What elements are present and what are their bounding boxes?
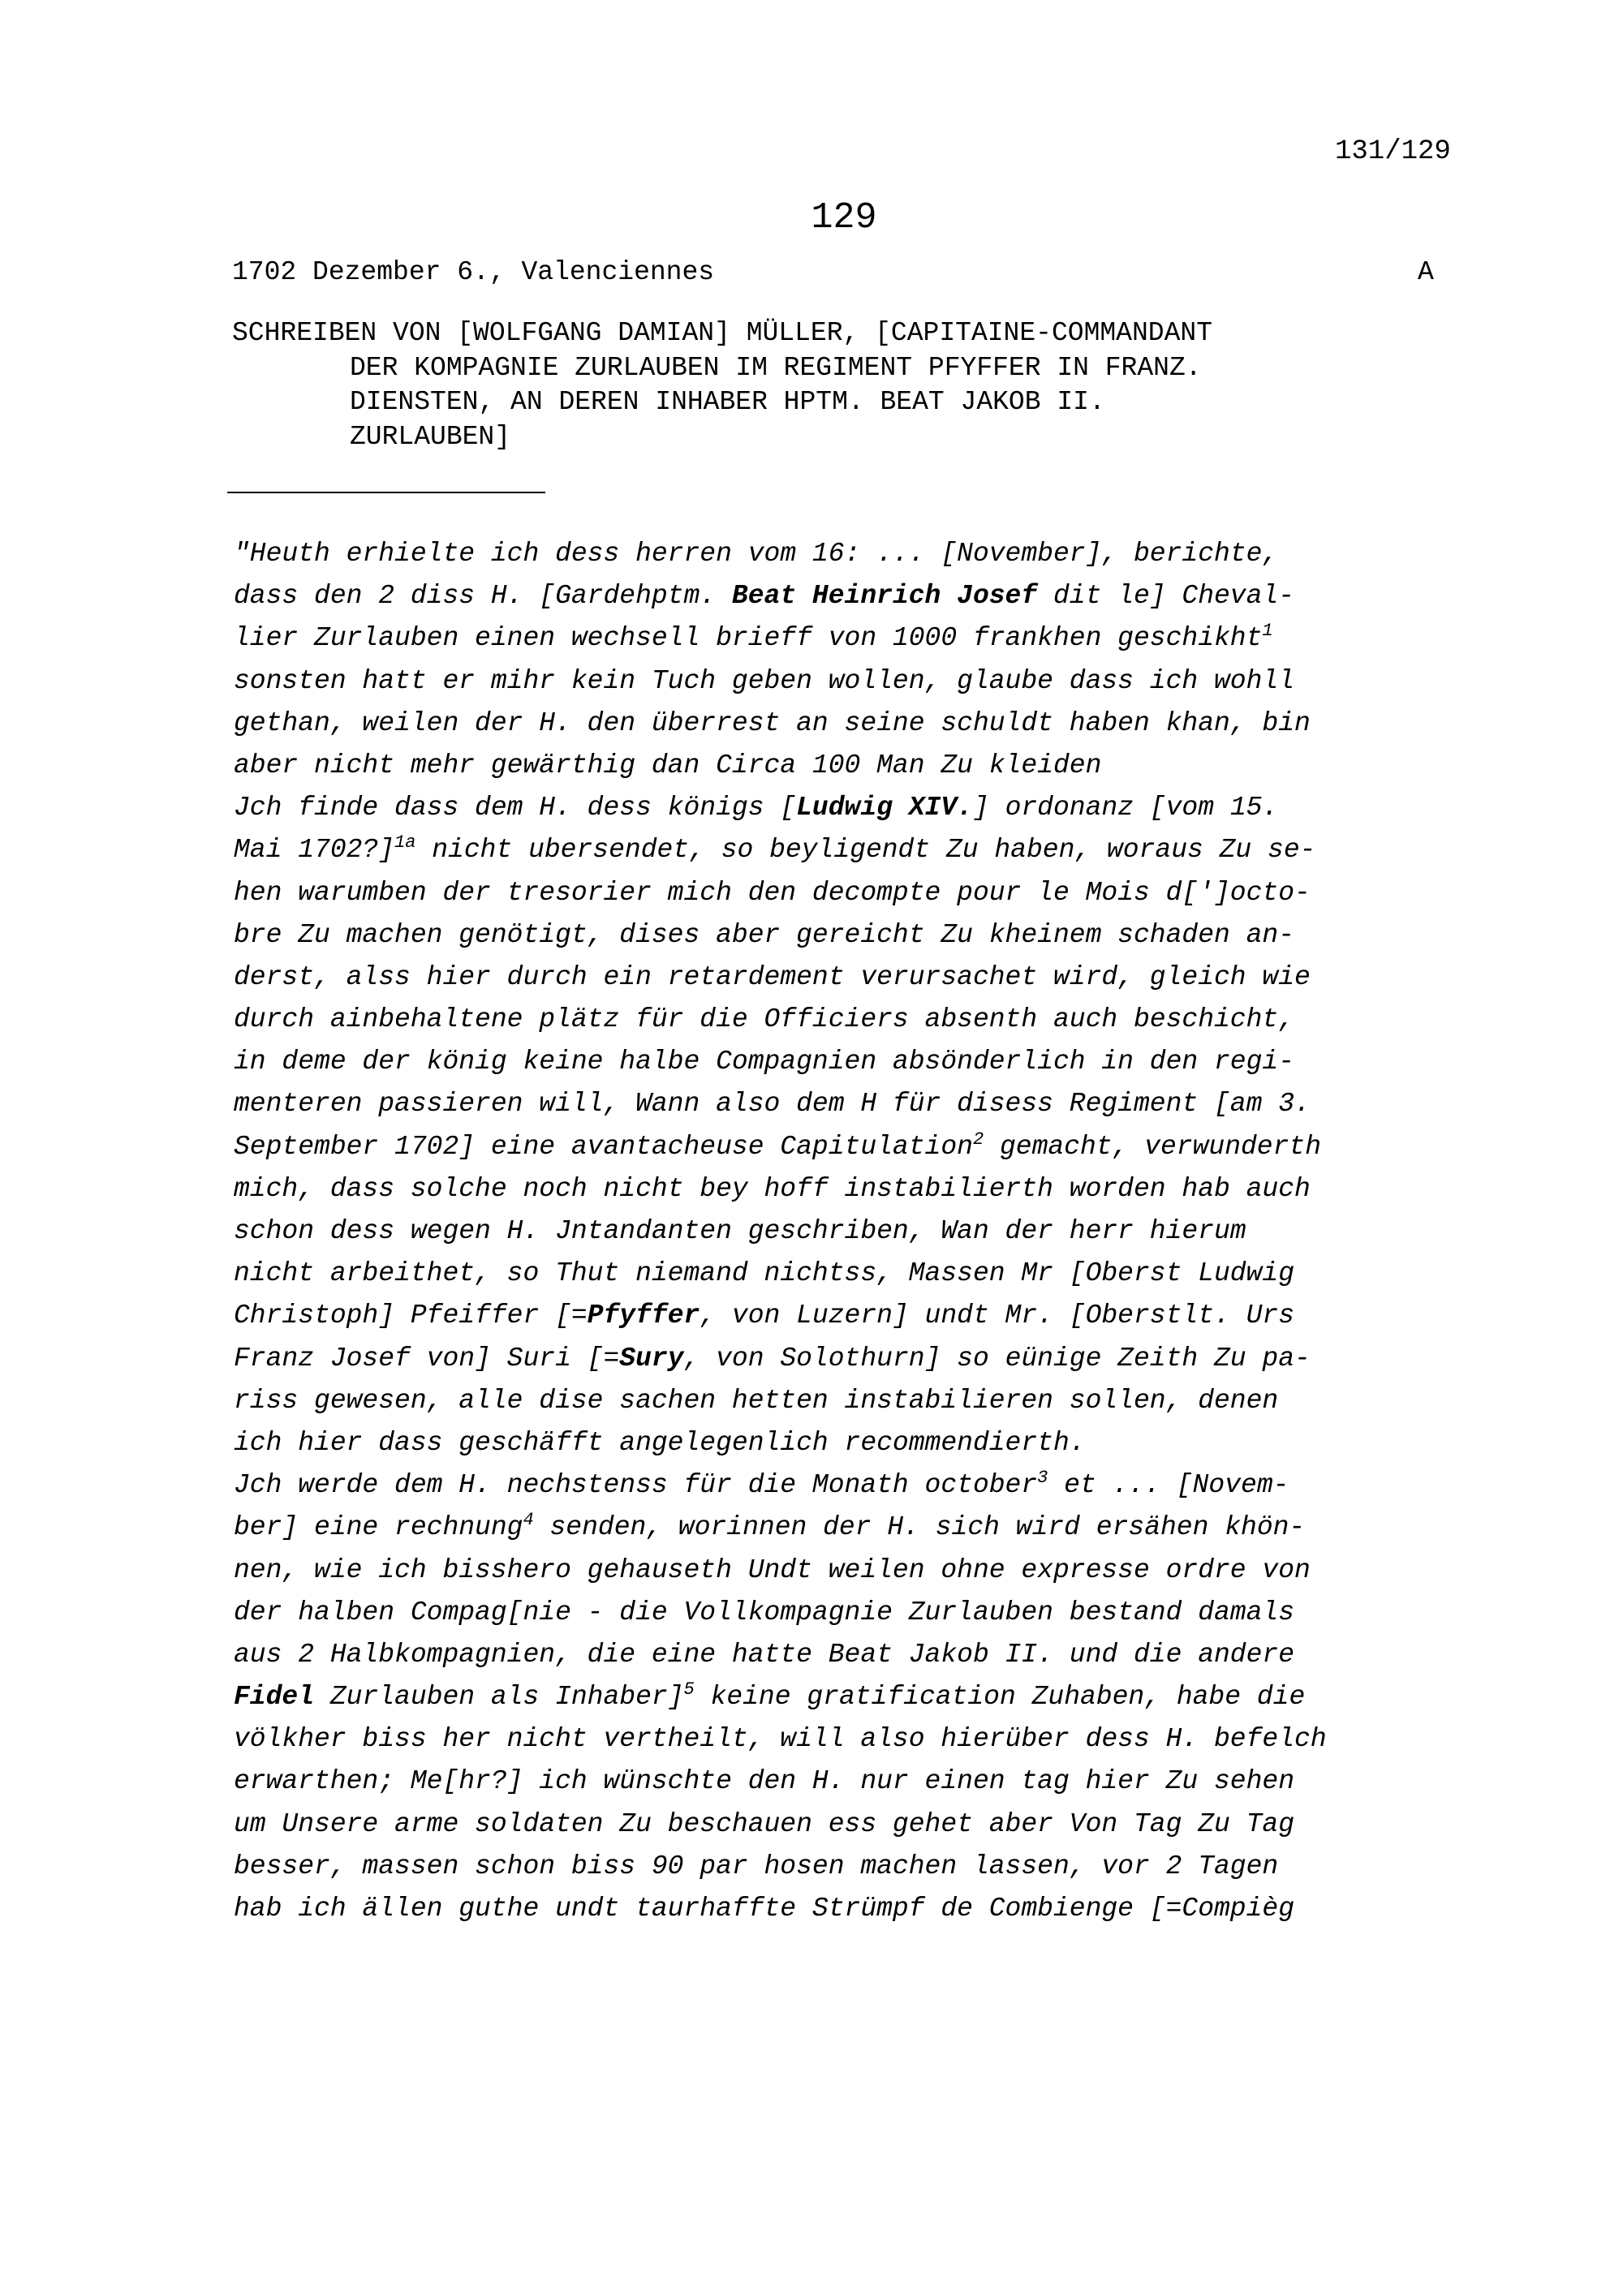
text-line: völkher biss her nicht vertheilt, will also hierüber dess H. befelch [234,1724,1327,1755]
heading-line: SCHREIBEN VON [WOLFGANG DAMIAN] MÜLLER, [CAPITAINE-COMMANDANT [232,318,1212,348]
text-line: Franz Josef von] Suri [=Sury, von Solothurn] so eünige Zeith Zu pa- [234,1343,1311,1374]
separator-rule [227,492,545,493]
document-heading [232,316,1466,454]
text-line: Jch werde dem H. nechstenss für die Monath october$^3$ et ... [Novem- [234,1468,1289,1501]
text-line: Jch finde dass dem H. dess königs [Ludwig XIV.] ordonanz [vom 15. [234,793,1279,823]
heading-line: ZURLAUBEN] [350,421,511,452]
text-line: September 1702] eine avantacheuse Capitulation$^2$ gemacht, verwunderth [234,1129,1322,1162]
text-line: ber] eine rechnung$^4$ senden, worinnen der H. sich wird ersähen khön- [234,1510,1306,1543]
text-line: sonsten hatt er mihr kein Tuch geben wollen, glaube dass ich wohll [234,665,1295,696]
text-line: mich, dass solche noch nicht bey hoff instabilierth worden hab auch [234,1173,1311,1204]
text-line: nen, wie ich bisshero gehauseth Undt weilen ohne expresse ordre von [234,1554,1311,1585]
document-number: 129 [811,197,877,239]
text-line: Fidel Zurlauben als Inhaber]$^5$ keine gratification Zuhaben, habe die [234,1679,1306,1713]
text-line: besser, massen schon biss 90 par hosen machen lassen, vor 2 Tagen [234,1851,1279,1881]
date-place: 1702 Dezember 6., Valenciennes [232,257,715,287]
text-line: derst, alss hier durch ein retardement verursachet wird, gleich wie [234,961,1311,992]
text-line: menteren passieren will, Wann also dem H für disess Regiment [am 3. [234,1089,1311,1120]
footnote-ref: 5 [683,1679,695,1701]
text-line: Mai 1702?]$^{1a}$ nicht ubersendet, so beyligendt Zu haben, woraus Zu se- [234,832,1316,866]
text-line: hen warumben der tresorier mich den decompte pour le Mois d[']octo- [234,877,1311,908]
name-bold: Fidel [234,1682,315,1713]
version-letter: A [1418,257,1434,287]
text-line: erwarthen; Me[hr?] ich wünschte den H. nur einen tag hier Zu sehen [234,1766,1295,1797]
heading-line: DER KOMPAGNIE ZURLAUBEN IM REGIMENT PFYFFER IN FRANZ. [350,352,1202,383]
footnote-ref: 3 [1037,1468,1048,1489]
text-line: dass den 2 diss H. [Gardehptm. Beat Heinrich Josef dit le] Cheval- [234,581,1295,612]
name-bold: Beat Heinrich Josef [731,581,1038,612]
footnote-ref: 2 [972,1129,984,1150]
text-line: um Unsere arme soldaten Zu beschauen ess gehet aber Von Tag Zu Tag [234,1808,1295,1839]
name-bold: Pfyffer [587,1301,700,1331]
letter-body [234,533,1500,1930]
text-line: Christoph] Pfeiffer [=Pfyffer, von Luzern] undt Mr. [Oberstlt. Urs [234,1301,1295,1331]
footnote-ref: 4 [523,1510,534,1531]
text-line: schon dess wegen H. Jntandanten geschriben, Wan der herr hierum [234,1216,1246,1246]
text-line: lier Zurlauben einen wechsell brieff von 1000 frankhen geschikht$^1$ [234,621,1273,654]
text-line: nicht arbeithet, so Thut niemand nichtss, Massen Mr [Oberst Ludwig [234,1258,1295,1289]
footnote-ref: 1a [394,832,416,853]
footnote-ref: 1 [1262,621,1273,642]
text-line: gethan, weilen der H. den überrest an seine schuldt haben khan, bin [234,707,1311,738]
text-line: riss gewesen, alle dise sachen hetten instabilieren sollen, denen [234,1385,1279,1416]
page-reference: 131/129 [1335,136,1451,167]
text-line: in deme der könig keine halbe Compagnien absönderlich in den regi- [234,1047,1295,1077]
heading-line: DIENSTEN, AN DEREN INHABER HPTM. BEAT JAKOB II. [350,387,1105,417]
text-line: hab ich ällen guthe undt taurhaffte Strümpf de Combienge [=Compièg [234,1894,1295,1924]
name-bold: Sury [619,1343,684,1374]
text-line: durch ainbehaltene plätz für die Officiers absenth auch beschicht, [234,1004,1295,1035]
text-line: bre Zu machen genötigt, dises aber gereicht Zu kheinem schaden an- [234,919,1295,950]
name-bold: Ludwig XIV. [796,793,973,823]
text-line: aber nicht mehr gewärthig dan Circa 100 Man Zu kleiden [234,750,1102,780]
text-line: der halben Compag[nie - die Vollkompagnie Zurlauben bestand damals [234,1597,1295,1627]
text-line: aus 2 Halbkompagnien, die eine hatte Beat Jakob II. und die andere [234,1639,1295,1670]
text-line: "Heuth erhielte ich dess herren vom 16: ... [November], berichte, [234,539,1279,569]
text-line: ich hier dass geschäfft angelegenlich recommendierth. [234,1427,1086,1458]
